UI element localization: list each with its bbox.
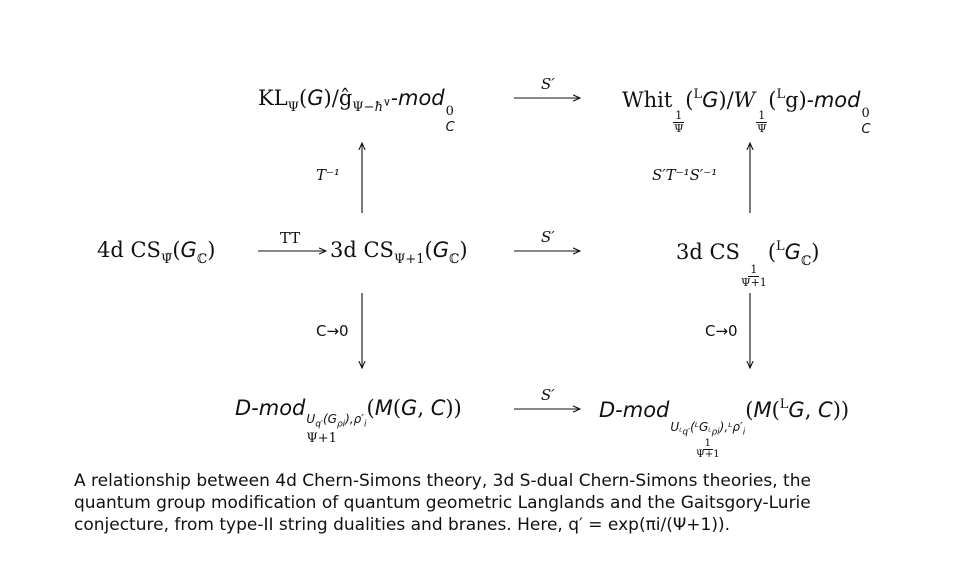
caption-line-1: A relationship between 4d Chern-Simons theory, 3d S-dual Chern-Simons theories, the <box>74 471 811 491</box>
label-s-mid: S′ <box>541 228 555 246</box>
label-c-to-0-left: C→0 <box>316 322 349 340</box>
node-3d-cs-right: 3d CS $\frac{1}{\Psi+1}$ $(^LG_ℂ)$ <box>676 239 820 289</box>
label-t-inverse: T⁻¹ <box>316 166 340 184</box>
label-s-top: S′ <box>541 75 555 93</box>
label-c-to-0-right: C→0 <box>705 322 738 340</box>
node-top-right: Whit $\frac{1}{\Psi}$ ($^L$G)/W $\frac{1}{\Psi}$ ($^L$g)-mod 0 C <box>622 87 871 138</box>
label-tt: TT <box>280 229 301 247</box>
node-4d-cs: 4d $CS_{\Psĩ}(G_ℂ)$ <box>97 238 216 267</box>
label-s-t-s-inverse: S′T⁻¹S′⁻¹ <box>652 166 718 184</box>
caption-line-3: conjecture, from type-II string dualities and branes. Here, q′ = exp(πi/(Ψ+1)). <box>74 515 731 535</box>
caption-line-2: quantum group modification of quantum geometric Langlands and the Gaitsgory-Lurie <box>74 493 811 513</box>
node-bottom-left: D-mod $U_{q'}(G_{\rho i}),\rho'_i$ Ψ+1 (M(G, C)) <box>235 396 462 446</box>
label-s-bottom: S′ <box>541 386 555 404</box>
node-3d-cs-left: 3d $CS_{\Psi+1}(G_ℂ)$ <box>330 238 468 267</box>
node-top-left: $KL_\Psi(G)/ĝ_{\Psi-ħ^\vee}$-mod 0 C <box>258 86 455 136</box>
figure-caption <box>74 470 934 536</box>
node-bottom-right: D-mod $U_{ᴸq'}(ᴸG_{ᴸ\rho i}),ᴸ\rho'_i$ $\frac{1}{\Psi+1}$ (M($^L$G, C)) <box>599 397 850 461</box>
